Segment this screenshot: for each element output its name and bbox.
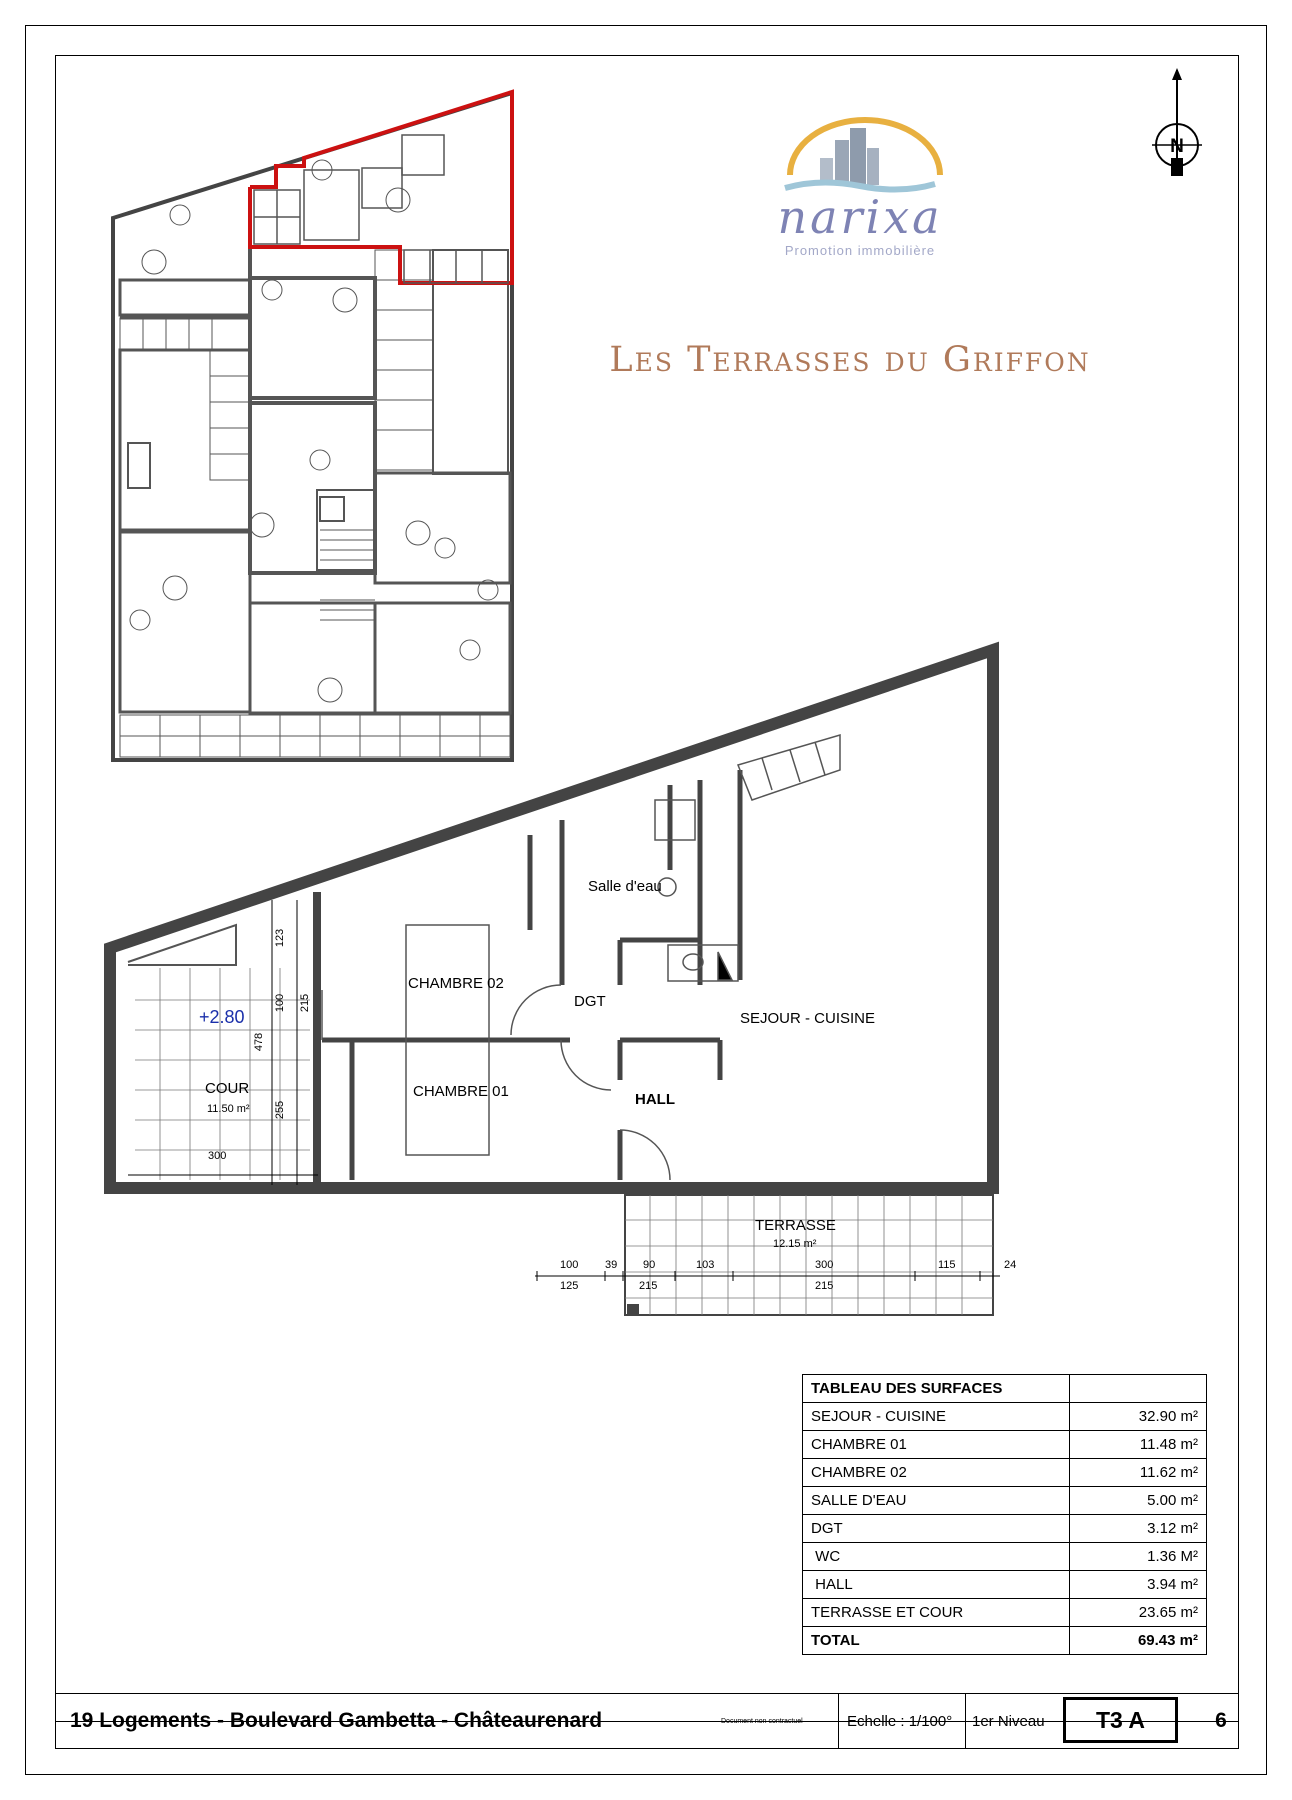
brand-subtitle: Promotion immobilière bbox=[784, 243, 936, 258]
dim-255: 255 bbox=[274, 1100, 287, 1120]
dim-top-39: 39 bbox=[605, 1259, 618, 1271]
project-title: Les Terrasses du Griffon bbox=[609, 340, 1091, 380]
room-label-sejour-cuisine: SEJOUR - CUISINE bbox=[740, 1010, 876, 1027]
brand-name: narixa bbox=[777, 190, 943, 244]
dim-100: 100 bbox=[274, 993, 287, 1013]
north-arrow-icon bbox=[1152, 68, 1202, 176]
dim-bottom-125: 125 bbox=[560, 1280, 579, 1292]
surface-table-header-row bbox=[803, 1375, 1207, 1403]
surface-label: CHAMBRE 02 bbox=[803, 1459, 1070, 1487]
room-label-hall: HALL bbox=[635, 1091, 675, 1108]
surface-value: 11.62 m² bbox=[1070, 1459, 1207, 1487]
surface-value: 3.94 m² bbox=[1070, 1571, 1207, 1599]
surface-row bbox=[803, 1543, 1207, 1571]
room-label-terrasse: TERRASSE bbox=[755, 1217, 836, 1234]
surface-row bbox=[803, 1571, 1207, 1599]
narixa-logo-icon bbox=[785, 120, 940, 190]
surface-row bbox=[803, 1599, 1207, 1627]
page-number: 6 bbox=[1215, 1709, 1227, 1732]
surface-row bbox=[803, 1459, 1207, 1487]
lot-type-box: T3 A bbox=[1063, 1697, 1178, 1743]
surface-row bbox=[803, 1431, 1207, 1459]
cour-area: 11.50 m² bbox=[207, 1103, 250, 1115]
level-label: 1er Niveau bbox=[965, 1694, 1060, 1748]
unit-plan bbox=[110, 650, 1000, 1315]
surface-label: WC bbox=[803, 1543, 1070, 1571]
dim-215: 215 bbox=[299, 993, 312, 1013]
surface-total-value: 69.43 m² bbox=[1070, 1627, 1207, 1655]
surface-value: 23.65 m² bbox=[1070, 1599, 1207, 1627]
dim-478: 478 bbox=[253, 1032, 266, 1052]
surface-label: HALL bbox=[803, 1571, 1070, 1599]
room-label-salle-eau: Salle d'eau bbox=[588, 878, 662, 895]
lot-highlight-outline bbox=[250, 92, 512, 283]
surface-value: 1.36 M² bbox=[1070, 1543, 1207, 1571]
level-marker: +2.80 bbox=[199, 1007, 245, 1027]
dim-top-100: 100 bbox=[560, 1259, 579, 1271]
surface-row bbox=[803, 1487, 1207, 1515]
surface-total-row bbox=[803, 1627, 1207, 1655]
disclaimer: Document non contractuel bbox=[721, 1717, 803, 1725]
terrasse-area: 12.15 m² bbox=[773, 1238, 817, 1250]
dim-top-300: 300 bbox=[815, 1259, 834, 1271]
title-block bbox=[55, 1693, 1239, 1749]
surface-value: 5.00 m² bbox=[1070, 1487, 1207, 1515]
surface-label: SEJOUR - CUISINE bbox=[803, 1403, 1070, 1431]
surface-value: 32.90 m² bbox=[1070, 1403, 1207, 1431]
surface-value: 3.12 m² bbox=[1070, 1515, 1207, 1543]
surface-total-label: TOTAL bbox=[803, 1627, 1070, 1655]
surface-table-header: TABLEAU DES SURFACES bbox=[803, 1375, 1070, 1403]
surface-value: 11.48 m² bbox=[1070, 1431, 1207, 1459]
dim-top-24: 24 bbox=[1004, 1259, 1017, 1271]
surface-row bbox=[803, 1403, 1207, 1431]
dim-bottom-215b: 215 bbox=[815, 1280, 834, 1292]
surface-label: CHAMBRE 01 bbox=[803, 1431, 1070, 1459]
project-address: 19 Logements - Boulevard Gambetta - Châteaurenard bbox=[70, 1709, 603, 1732]
scale-label: Echelle : 1/100° bbox=[838, 1694, 965, 1748]
room-label-cour: COUR bbox=[205, 1080, 250, 1097]
surface-label: TERRASSE ET COUR bbox=[803, 1599, 1070, 1627]
room-label-chambre-01: CHAMBRE 01 bbox=[413, 1083, 509, 1100]
dim-cour-width: 300 bbox=[208, 1150, 227, 1162]
dim-top-90: 90 bbox=[643, 1259, 656, 1271]
room-label-dgt: DGT bbox=[574, 993, 606, 1010]
surface-label: DGT bbox=[803, 1515, 1070, 1543]
surface-table-header-blank bbox=[1070, 1375, 1207, 1403]
site-plan bbox=[113, 93, 512, 760]
dim-top-103: 103 bbox=[696, 1259, 715, 1271]
dim-bottom-215a: 215 bbox=[639, 1280, 658, 1292]
dim-top-115: 115 bbox=[938, 1259, 956, 1271]
lot-highlight-interior bbox=[254, 135, 508, 283]
surface-table bbox=[802, 1374, 1207, 1655]
room-label-chambre-02: CHAMBRE 02 bbox=[408, 975, 504, 992]
surface-label: SALLE D'EAU bbox=[803, 1487, 1070, 1515]
dim-123: 123 bbox=[274, 928, 287, 948]
north-label: N bbox=[1170, 136, 1184, 157]
surface-row bbox=[803, 1515, 1207, 1543]
